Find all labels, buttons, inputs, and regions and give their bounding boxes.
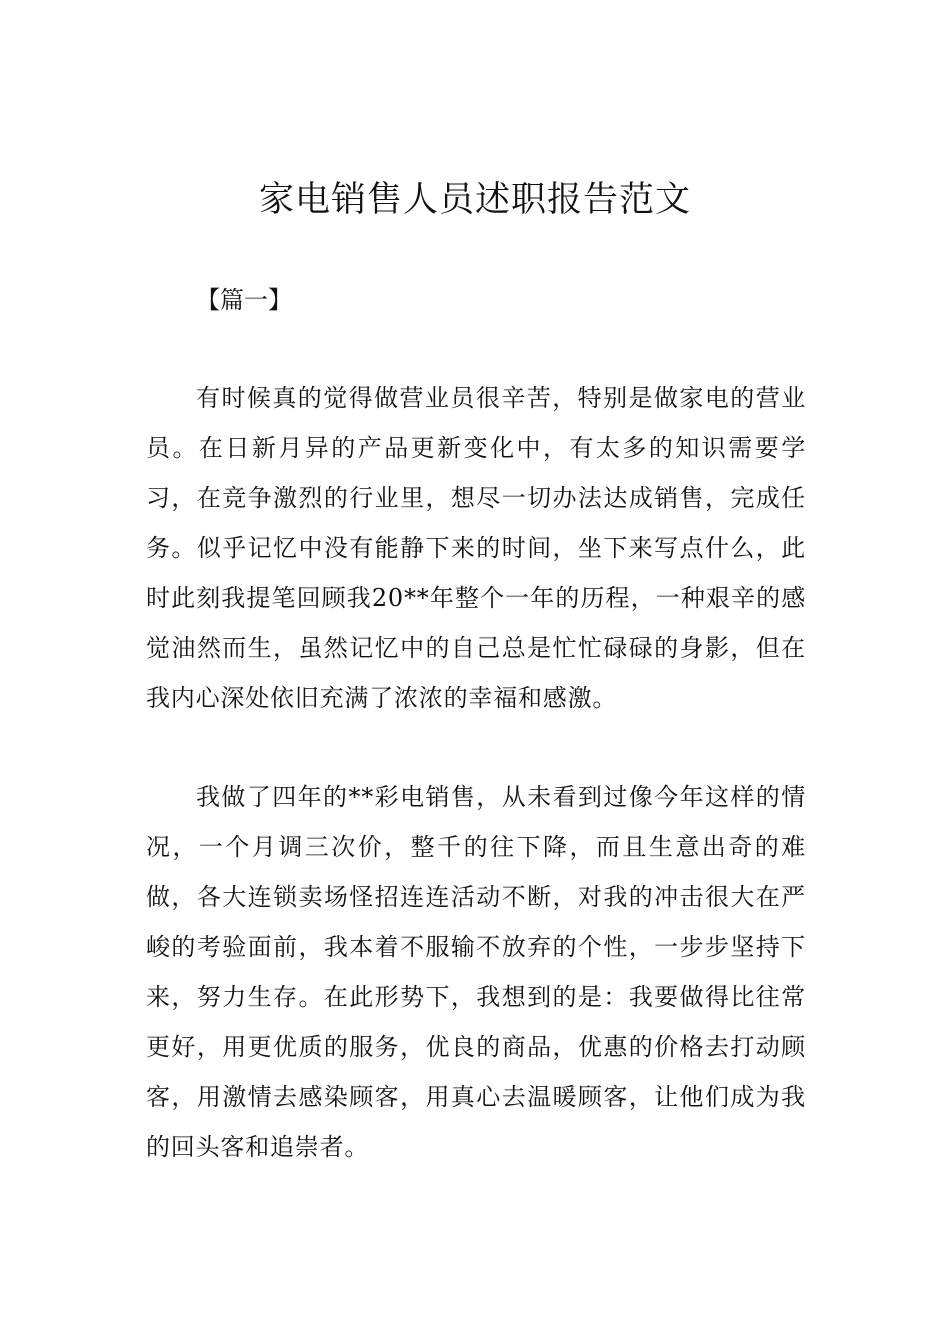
paragraph-1: 有时候真的觉得做营业员很辛苦，特别是做家电的营业员。在日新月异的产品更新变化中，有太多的知识需要学习，在竞争激烈的行业里，想尽一切办法达成销售，完成任务。似乎记忆中没有能静下来的时间，坐下来写点什么，此时此刻我提笔回顾我20**年整个一年的历程，一种艰辛的感觉油然而生，虽然记忆中的自己总是忙忙碌碌的身影，但在我内心深处依旧充满了浓浓的幸福和感激。	[146, 384, 806, 712]
section-label: 【篇一】	[196, 286, 292, 314]
document-title: 家电销售人员述职报告范文	[258, 180, 691, 220]
paragraph-2: 我做了四年的**彩电销售，从未看到过像今年这样的情况，一个月调三次价，整千的往下降，而且生意出奇的难做，各大连锁卖场怪招连连活动不断，对我的冲击很大在严峻的考验面前，我本着不服输不放弃的个性，一步步坚持下来，努力生存。在此形势下，我想到的是：我要做得比往常更好，用更优质的服务，优良的商品，优惠的价格去打动顾客，用激情去感染顾客，用真心去温暖顾客，让他们成为我的回头客和追崇者。	[146, 783, 806, 1161]
